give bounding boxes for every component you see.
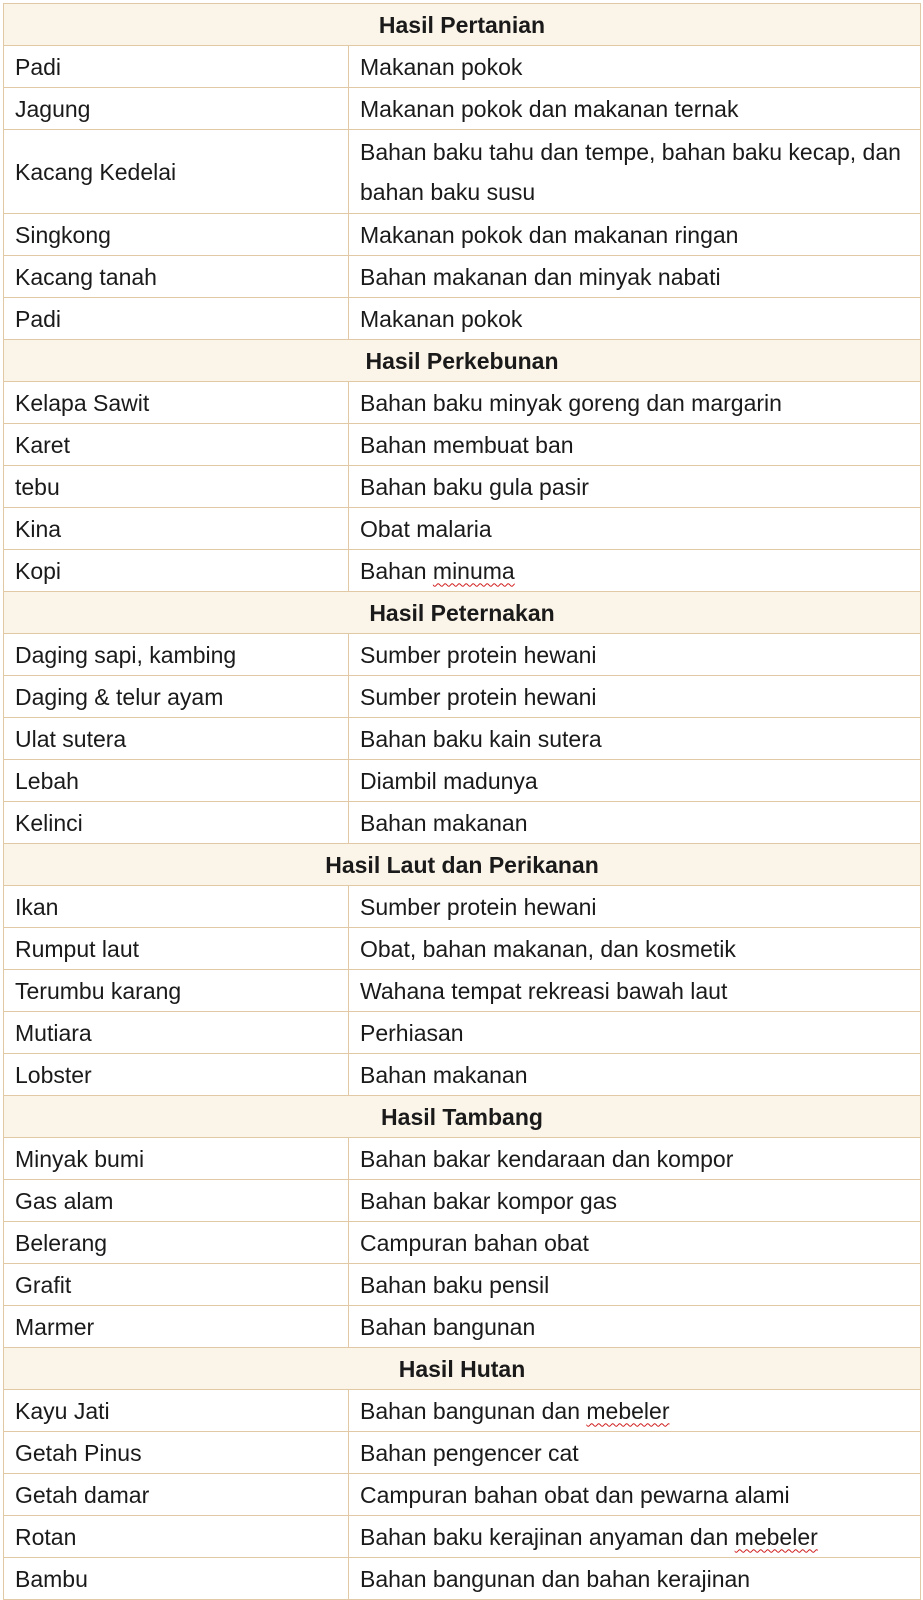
table-row <box>4 928 921 970</box>
item-cell: Getah damar <box>4 1474 349 1516</box>
item-cell: Minyak bumi <box>4 1138 349 1180</box>
section-title: Hasil Peternakan <box>4 592 921 634</box>
use-cell: Bahan baku kain sutera <box>349 718 921 760</box>
misspelled-word: minuma <box>432 557 515 584</box>
use-cell: Makanan pokok dan makanan ternak <box>349 88 921 130</box>
use-cell: Bahan bangunan dan bahan kerajinan <box>349 1558 921 1600</box>
item-cell: Belerang <box>4 1222 349 1264</box>
section-title: Hasil Pertanian <box>4 4 921 46</box>
use-cell <box>349 1390 921 1432</box>
table-row <box>4 382 921 424</box>
table-row <box>4 1012 921 1054</box>
item-cell: Lobster <box>4 1054 349 1096</box>
item-cell: Padi <box>4 298 349 340</box>
misspelled-word: mebeler <box>586 1397 670 1424</box>
use-cell: Makanan pokok <box>349 46 921 88</box>
table-row <box>4 1432 921 1474</box>
use-cell: Obat malaria <box>349 508 921 550</box>
item-cell: Daging & telur ayam <box>4 676 349 718</box>
use-cell: Bahan membuat ban <box>349 424 921 466</box>
item-cell: Marmer <box>4 1306 349 1348</box>
table-row <box>4 466 921 508</box>
item-cell: Kelapa Sawit <box>4 382 349 424</box>
table-row <box>4 1180 921 1222</box>
misspelled-word: mebeler <box>734 1523 818 1550</box>
item-cell: Kayu Jati <box>4 1390 349 1432</box>
use-cell: Bahan bakar kompor gas <box>349 1180 921 1222</box>
table-row <box>4 130 921 214</box>
table-row <box>4 508 921 550</box>
use-text: Bahan <box>360 557 433 584</box>
table-row <box>4 1390 921 1432</box>
section-title: Hasil Perkebunan <box>4 340 921 382</box>
table-row <box>4 256 921 298</box>
item-cell: Kelinci <box>4 802 349 844</box>
table-row <box>4 1222 921 1264</box>
table-row <box>4 550 921 592</box>
table-row <box>4 1264 921 1306</box>
table-row <box>4 1558 921 1600</box>
use-cell <box>349 1516 921 1558</box>
table-row <box>4 1054 921 1096</box>
table-row <box>4 424 921 466</box>
use-cell: Bahan pengencer cat <box>349 1432 921 1474</box>
table-row <box>4 760 921 802</box>
use-cell <box>349 550 921 592</box>
item-cell: Karet <box>4 424 349 466</box>
item-cell: Ulat sutera <box>4 718 349 760</box>
use-cell: Makanan pokok <box>349 298 921 340</box>
item-cell: Padi <box>4 46 349 88</box>
item-cell: Kacang Kedelai <box>4 130 349 214</box>
table-row <box>4 886 921 928</box>
item-cell: Kopi <box>4 550 349 592</box>
table-row <box>4 1474 921 1516</box>
use-cell: Bahan baku tahu dan tempe, bahan baku kecap, dan bahan baku susu <box>349 130 921 214</box>
item-cell: Bambu <box>4 1558 349 1600</box>
table-row <box>4 970 921 1012</box>
table-row <box>4 214 921 256</box>
item-cell: Getah Pinus <box>4 1432 349 1474</box>
use-cell: Bahan baku pensil <box>349 1264 921 1306</box>
table-row <box>4 46 921 88</box>
item-cell: Singkong <box>4 214 349 256</box>
item-cell: Kina <box>4 508 349 550</box>
item-cell: Lebah <box>4 760 349 802</box>
use-cell: Bahan makanan <box>349 1054 921 1096</box>
section-header <box>4 1096 921 1138</box>
item-cell: Daging sapi, kambing <box>4 634 349 676</box>
use-cell: Bahan bangunan <box>349 1306 921 1348</box>
item-cell: Terumbu karang <box>4 970 349 1012</box>
use-cell: Bahan baku minyak goreng dan margarin <box>349 382 921 424</box>
use-cell: Campuran bahan obat dan pewarna alami <box>349 1474 921 1516</box>
use-cell: Bahan baku gula pasir <box>349 466 921 508</box>
section-header <box>4 340 921 382</box>
item-cell: tebu <box>4 466 349 508</box>
table-row <box>4 718 921 760</box>
item-cell: Rotan <box>4 1516 349 1558</box>
use-cell: Bahan bakar kendaraan dan kompor <box>349 1138 921 1180</box>
section-title: Hasil Hutan <box>4 1348 921 1390</box>
use-text: Bahan bangunan dan <box>360 1397 587 1424</box>
table-row <box>4 1306 921 1348</box>
item-cell: Gas alam <box>4 1180 349 1222</box>
resource-table <box>3 3 921 1600</box>
use-cell: Sumber protein hewani <box>349 886 921 928</box>
section-header <box>4 4 921 46</box>
use-cell: Diambil madunya <box>349 760 921 802</box>
item-cell: Jagung <box>4 88 349 130</box>
item-cell: Rumput laut <box>4 928 349 970</box>
use-cell: Perhiasan <box>349 1012 921 1054</box>
table-row <box>4 1516 921 1558</box>
item-cell: Ikan <box>4 886 349 928</box>
use-cell: Bahan makanan <box>349 802 921 844</box>
table-row <box>4 298 921 340</box>
use-cell: Wahana tempat rekreasi bawah laut <box>349 970 921 1012</box>
item-cell: Mutiara <box>4 1012 349 1054</box>
section-header <box>4 592 921 634</box>
use-cell: Sumber protein hewani <box>349 634 921 676</box>
use-cell: Bahan makanan dan minyak nabati <box>349 256 921 298</box>
use-cell: Campuran bahan obat <box>349 1222 921 1264</box>
use-text: Bahan baku kerajinan anyaman dan <box>360 1523 735 1550</box>
use-cell: Makanan pokok dan makanan ringan <box>349 214 921 256</box>
table-row <box>4 676 921 718</box>
use-cell: Obat, bahan makanan, dan kosmetik <box>349 928 921 970</box>
table-row <box>4 88 921 130</box>
item-cell: Kacang tanah <box>4 256 349 298</box>
table-row <box>4 634 921 676</box>
table-row <box>4 1138 921 1180</box>
item-cell: Grafit <box>4 1264 349 1306</box>
use-cell: Sumber protein hewani <box>349 676 921 718</box>
section-title: Hasil Tambang <box>4 1096 921 1138</box>
section-header <box>4 844 921 886</box>
section-title: Hasil Laut dan Perikanan <box>4 844 921 886</box>
table-row <box>4 802 921 844</box>
section-header <box>4 1348 921 1390</box>
